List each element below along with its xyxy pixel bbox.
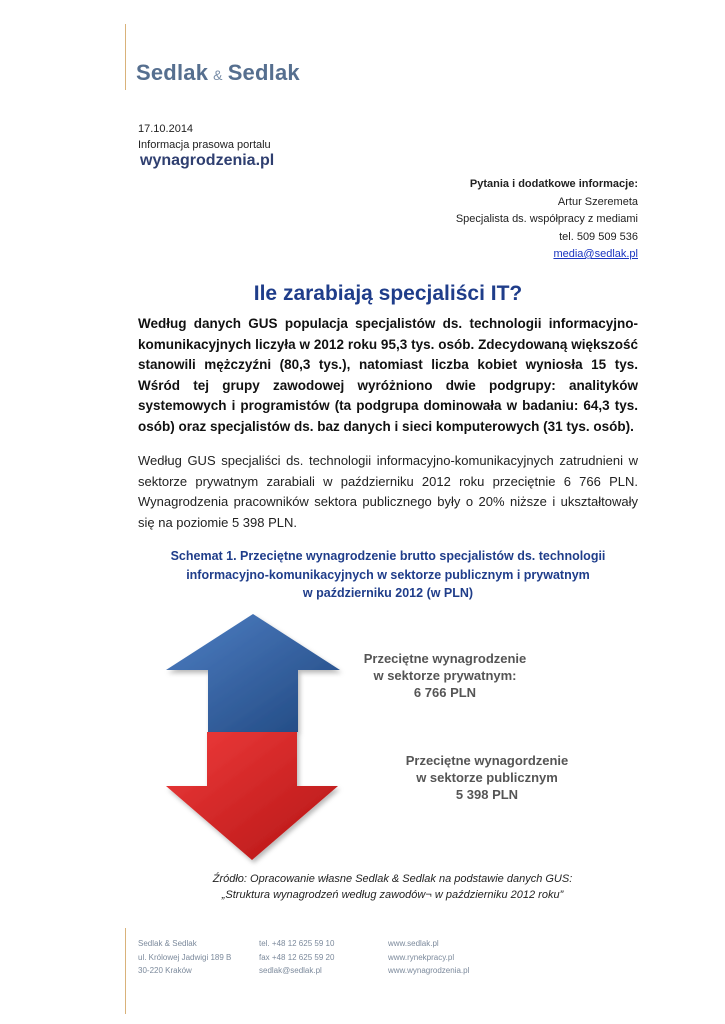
scheme-caption	[138, 547, 638, 603]
footer-email: sedlak@sedlak.pl	[259, 966, 322, 975]
private-sector-label	[350, 650, 540, 701]
private-sector-label-line-2: w sektorze prywatnym:	[373, 668, 517, 683]
contact-phone: tel. 509 509 536	[559, 230, 638, 243]
footer-fax: fax +48 12 625 59 20	[259, 952, 335, 962]
article-title: Ile zarabiają specjaliści IT?	[253, 282, 523, 305]
down-arrow-icon	[166, 732, 338, 860]
article-paragraph: Według GUS specjaliści ds. technologii informacyjno-komunikacyjnych zatrudnieni w sektorze prywatnym zarabiali w październiku 2012 roku przeciętnie 6 766 PLN. Wynagrodzenia pracowników sektora publicznego były o 20% niższe i ukształtowały się na poziomie 5 398 PLN.	[138, 453, 638, 530]
scheme-caption-line-1: Schemat 1. Przeciętne wynagrodzenie brutto specjalistów ds. technologii	[170, 549, 606, 563]
scheme-caption-line-3: w październiku 2012 (w PLN)	[302, 586, 474, 600]
contact-heading: Pytania i dodatkowe informacje:	[469, 178, 638, 190]
footer-company: Sedlak & Sedlak	[138, 939, 197, 948]
public-sector-label-line-1: Przeciętne wynagordzenie	[405, 753, 569, 768]
source-note	[160, 871, 625, 903]
footer-phones	[259, 937, 334, 978]
portal-logo: wynagrodzenia.pl	[140, 152, 275, 169]
contact-role: Specjalista ds. współpracy z mediami	[455, 213, 638, 225]
public-sector-label-line-2: w sektorze publicznym	[416, 770, 558, 785]
logo-ampersand: &	[213, 67, 223, 83]
salary-diagram	[160, 608, 620, 870]
contact-name: Artur Szeremeta	[557, 195, 638, 208]
release-date: 17.10.2014	[138, 123, 194, 135]
public-sector-label	[402, 752, 572, 803]
up-arrow-icon	[166, 614, 340, 732]
footer-web-wynagrodzenia: www.wynagrodzenia.pl	[388, 966, 470, 975]
footer-websites	[388, 937, 469, 978]
contact-email-link[interactable]: media@sedlak.pl	[553, 248, 638, 260]
footer-web-rynekpracy: www.rynekpracy.pl	[388, 952, 455, 962]
article-lead: Według danych GUS populacja specjalistów ds. technologii informacyjno-komunikacyjnych liczyła w 2012 roku 95,3 tys. osób. Zdecydowaną większość stanowili mężczyźni (80,3 tys.), natomiast liczba kobiet wyniosła 15 tys. Wśród tej grupy zawodowej wyróżniono dwie podgrupy: analityków systemowych i programistów (ta podgrupa dominowała w badaniu: 64,3 tys. osób) oraz specjalistów ds. baz danych i sieci komputerowych (31 tys. osób).	[138, 316, 638, 434]
logo-name-first: Sedlak	[136, 60, 209, 85]
release-label: Informacja prasowa portalu	[138, 139, 271, 151]
source-note-line-1: Źródło: Opracowanie własne Sedlak & Sedlak na podstawie danych GUS:	[212, 873, 573, 885]
salary-diagram-graphic	[160, 608, 620, 870]
contact-block	[456, 176, 638, 264]
private-sector-value: 6 766 PLN	[413, 685, 477, 700]
source-note-line-2: „Struktura wynagrodzeń według zawodów¬ w październiku 2012 roku”	[221, 889, 564, 901]
company-logo	[136, 60, 300, 86]
release-meta	[138, 121, 271, 153]
header-accent-line	[125, 24, 126, 90]
logo-name-second: Sedlak	[227, 60, 300, 85]
footer-city: 30-220 Kraków	[138, 966, 192, 975]
private-sector-label-line-1: Przeciętne wynagrodzenie	[363, 651, 527, 666]
footer-address	[138, 937, 231, 978]
scheme-caption-line-2: informacyjno-komunikacyjnych w sektorze publicznym i prywatnym	[186, 567, 590, 582]
footer-accent-line	[125, 928, 126, 1014]
public-sector-value: 5 398 PLN	[455, 787, 519, 802]
footer-street: ul. Królowej Jadwigi 189 B	[138, 952, 232, 962]
footer-web-sedlak: www.sedlak.pl	[388, 939, 439, 948]
footer-tel: tel. +48 12 625 59 10	[259, 939, 335, 948]
